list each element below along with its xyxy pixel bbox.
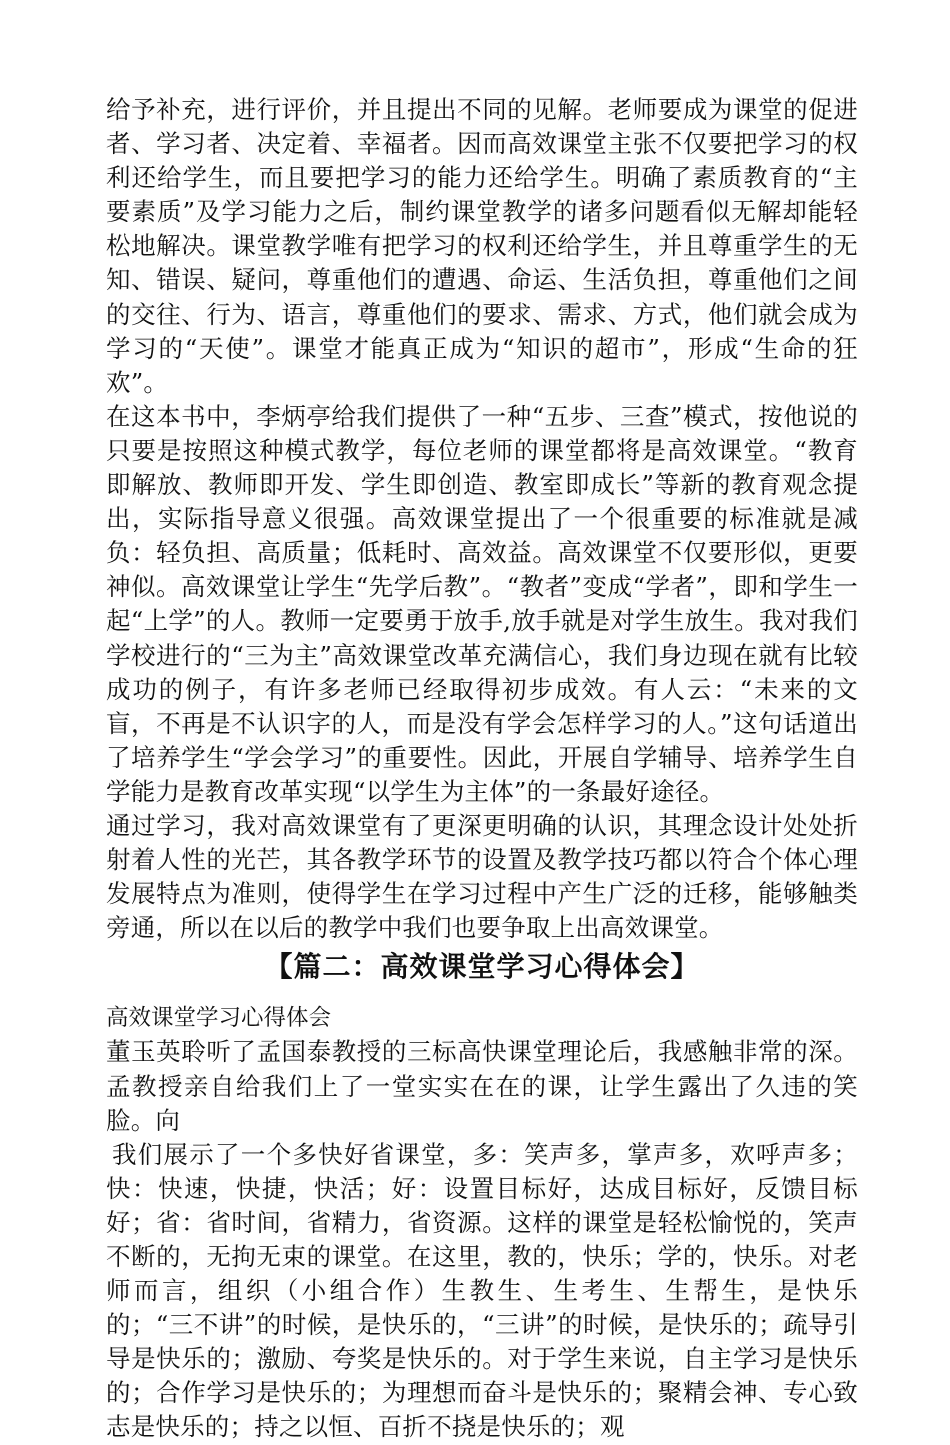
paragraph-1: 给予补充，进行评价，并且提出不同的见解。老师要成为课堂的促进者、学习者、决定着、幸福者。因而高效课堂主张不仅要把学习的权利还给学生，而且要把学习的能力还给学生。明确了素质教育的“主要素质”及学习能力之后，制约课堂教学的诸多问题看似无解却能轻松地解决。课堂教学唯有把学习的权利还给学生，并且尊重学生的无知、错误、疑问，尊重他们的遭遇、命运、生活负担，尊重他们之间的交往、行为、语言，尊重他们的要求、需求、方式，他们就会成为学习的“天使”。课堂才能真正成为“知识的超市”，形成“生命的狂欢”。 xyxy=(106,95,858,397)
document-page xyxy=(106,93,858,1445)
paragraph-4: 董玉英聆听了孟国泰教授的三标高快课堂理论后，我感触非常的深。孟教授亲自给我们上了一堂实实在在的课，让学生露出了久违的笑脸。向 xyxy=(106,1037,858,1135)
paragraph-3: 通过学习，我对高效课堂有了更深更明确的认识，其理念设计处处折射着人性的光芒，其各教学环节的设置及教学技巧都以符合个体心理发展特点为准则，使得学生在学习过程中产生广泛的迁移，能够触类旁通，所以在以后的教学中我们也要争取上出高效课堂。 xyxy=(106,810,858,943)
paragraph-5: 我们展示了一个多快好省课堂，多：笑声多，掌声多，欢呼声多；快：快速，快捷，快活；好：设置目标好，达成目标好，反馈目标好；省：省时间，省精力，省资源。这样的课堂是轻松愉悦的，笑声不断的，无拘无束的课堂。在这里，教的，快乐；学的，快乐。对老师而言，组织（小组合作）生教生、生考生、生帮生，是快乐的；“三不讲”的时候，是快乐的，“三讲”的时候，是快乐的；疏导引导是快乐的；激励、夸奖是快乐的。对于学生来说，自主学习是快乐的；合作学习是快乐的；为理想而奋斗是快乐的；聚精会神、专心致志是快乐的；持之以恒、百折不挠是快乐的；观 xyxy=(106,1139,858,1442)
paragraph-2: 在这本书中，李炳亭给我们提供了一种“五步、三查”模式，按他说的只要是按照这种模式教学，每位老师的课堂都将是高效课堂。“教育即解放、教师即开发、学生即创造、教室即成长”等新的教育观念提出，实际指导意义很强。高效课堂提出了一个很重要的标准就是减负：轻负担、高质量；低耗时、高效益。高效课堂不仅要形似，更要神似。高效课堂让学生“先学后教”。“教者”变成“学者”，即和学生一起“上学”的人。教师一定要勇于放手,放手就是对学生放生。我对我们学校进行的“三为主”高效课堂改革充满信心，我们身边现在就有比较成功的例子，有许多老师已经取得初步成效。有人云：“未来的文盲，不再是不认识字的人，而是没有学会怎样学习的人。”这句话道出了培养学生“学会学习”的重要性。因此，开展自学辅导、培养学生自学能力是教育改革实现“以学生为主体”的一条最好途径。 xyxy=(106,401,858,806)
article-subtitle: 高效课堂学习心得体会 xyxy=(106,1005,332,1032)
section-heading: 【篇二：高效课堂学习心得体会】 xyxy=(264,950,700,984)
